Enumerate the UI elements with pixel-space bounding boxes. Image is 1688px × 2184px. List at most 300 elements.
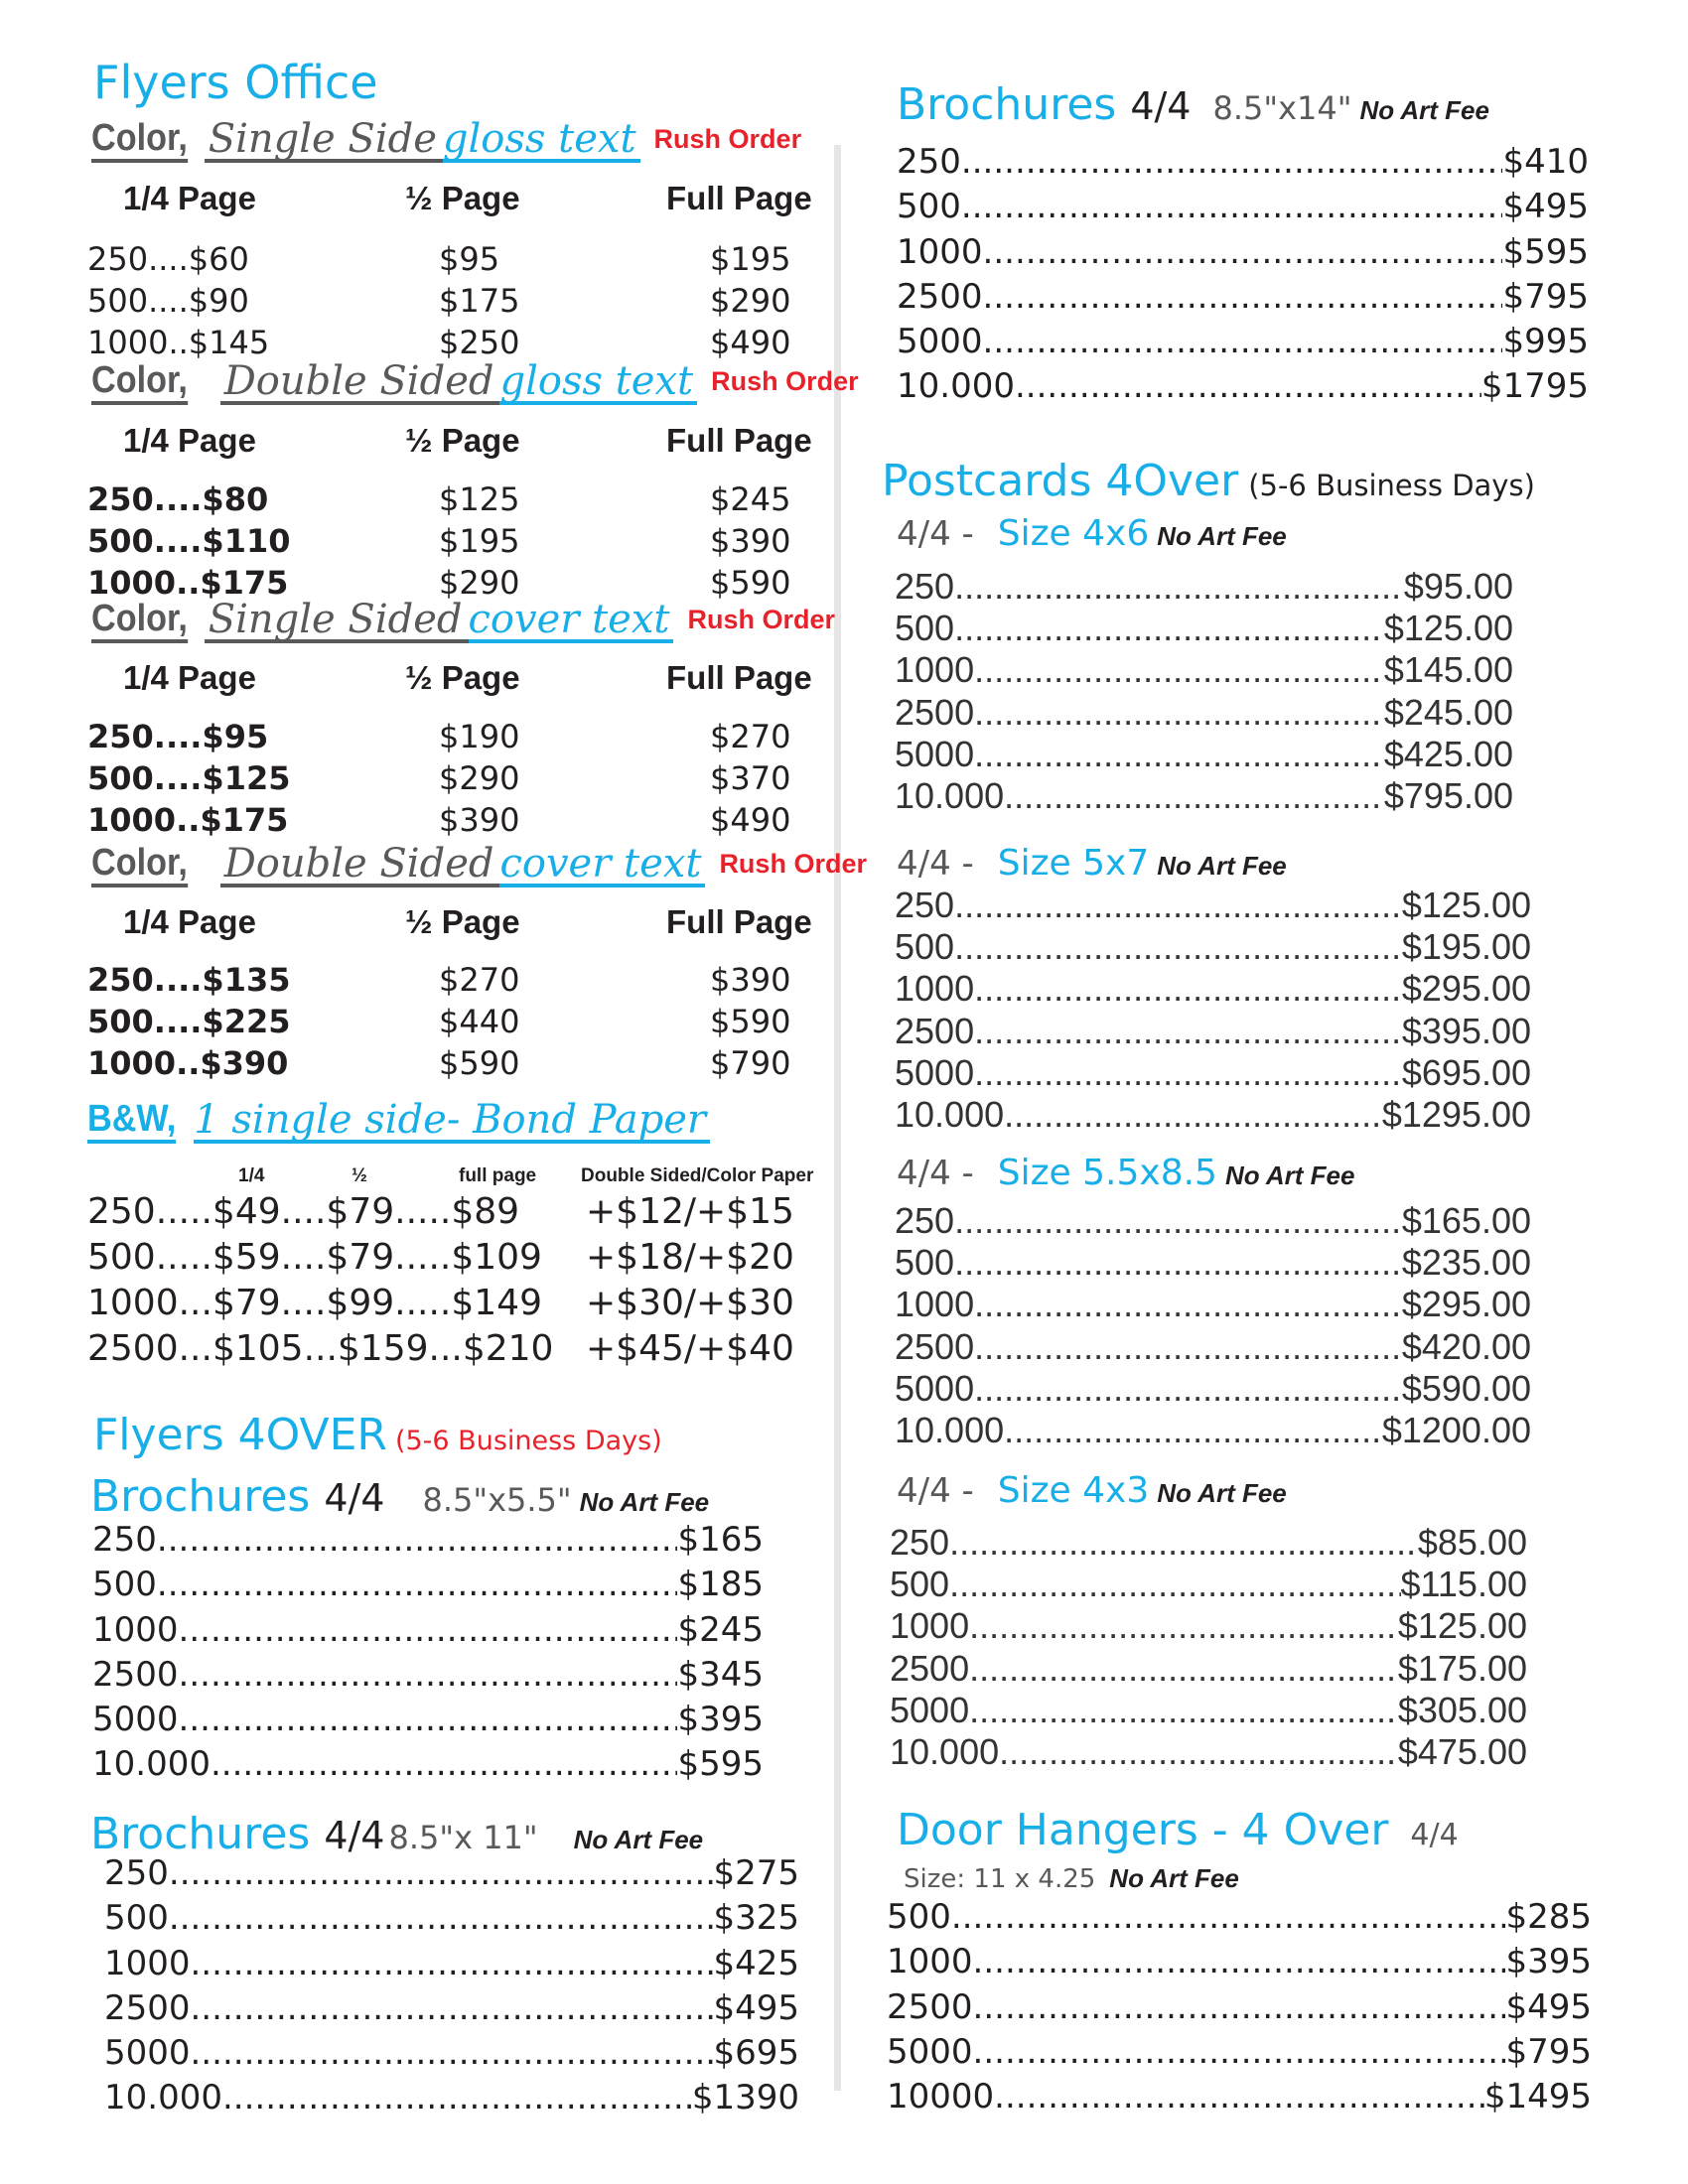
quantity: 250 [895, 1200, 955, 1241]
dot-leader [974, 1371, 1402, 1407]
bw-header: 1/4 [238, 1165, 265, 1186]
size-label: Size 4x3 [997, 1470, 1150, 1511]
flyers-4over-title: Flyers 4OVER [93, 1410, 387, 1460]
postcards-note: (5-6 Business Days) [1248, 469, 1535, 502]
price: $420.00 [1401, 1325, 1531, 1367]
postcard-price-list [890, 1522, 1527, 1776]
price-cell: $370 [710, 759, 791, 797]
price: $125.00 [1401, 885, 1531, 925]
dot-leader [222, 2081, 692, 2115]
bw-heading [87, 1097, 710, 1144]
column-header: ½ Page [405, 422, 520, 459]
price: $595 [677, 1744, 764, 1785]
quantity: 5000 [890, 1689, 970, 1730]
price-grid [87, 478, 842, 604]
price-row [895, 1325, 1531, 1371]
spec-label: 4/4 - [897, 1154, 974, 1193]
price-row [87, 799, 842, 841]
price-cell: 1000..$390 [87, 1044, 289, 1082]
dot-leader [961, 190, 1503, 223]
price: $410 [1502, 142, 1589, 182]
price: $305.00 [1397, 1689, 1527, 1730]
price-row [890, 1522, 1527, 1567]
price-row [895, 1242, 1531, 1287]
dot-leader [973, 2035, 1506, 2069]
price-row [895, 887, 1531, 929]
price-row [87, 757, 842, 799]
quantity: 1000 [895, 1284, 975, 1325]
price: $195.00 [1401, 926, 1531, 968]
price-row [104, 1943, 799, 1991]
dot-leader [999, 1734, 1398, 1770]
dot-leader [1004, 1413, 1382, 1448]
price-cell: 1000..$175 [87, 564, 289, 602]
brochures-size: 8.5"x5.5" [422, 1481, 572, 1519]
door-hangers-list [887, 1897, 1592, 2124]
postcards-title: Postcards 4Over [882, 456, 1239, 506]
price-cell: 500....$90 [87, 282, 249, 320]
section-script-title: Double Sided [220, 844, 500, 887]
price-cell: $390 [710, 961, 791, 999]
price-row [895, 1010, 1531, 1055]
dot-leader [994, 2080, 1484, 2114]
price-row [897, 231, 1589, 280]
column-header: ½ Page [405, 903, 520, 940]
quantity: 2500 [890, 1647, 970, 1689]
price: $165.00 [1401, 1200, 1531, 1241]
color-section-heading [91, 841, 867, 887]
bw-price-row [87, 1189, 842, 1235]
column-header: ½ Page [405, 659, 520, 696]
dot-leader [169, 1901, 714, 1935]
price-cell: $195 [439, 522, 520, 560]
price-row [897, 187, 1589, 234]
door-hangers-heading [897, 1805, 1459, 1855]
quantity: 2500 [887, 1986, 973, 2027]
paper-type: gloss text [499, 361, 697, 405]
section-script-title: Double Sided [220, 361, 500, 405]
price-row [887, 1897, 1592, 1945]
price-row [895, 733, 1513, 778]
price-row [897, 276, 1589, 325]
page-title: Flyers Office [93, 56, 378, 109]
quantity: 500 [895, 926, 955, 968]
bw-header: Double Sided/Color Paper [581, 1165, 814, 1186]
bw-double-sided-surcharge: +$45/+$40 [586, 1328, 794, 1369]
postcard-size-heading [897, 1153, 1355, 1193]
quantity: 250 [895, 566, 955, 607]
price-cell: 250....$95 [87, 718, 269, 755]
price-cell: $390 [439, 801, 520, 839]
price: $285 [1505, 1897, 1592, 1937]
quantity: 1000 [890, 1605, 970, 1647]
dot-leader [961, 145, 1503, 179]
color-prefix: Color, [91, 361, 188, 405]
price-row [890, 1605, 1527, 1650]
price-cell: $190 [439, 718, 520, 755]
price-cell: $590 [439, 1044, 520, 1082]
price-row [92, 1744, 764, 1792]
postcard-price-list [895, 887, 1531, 1139]
price-grid [87, 959, 842, 1084]
dot-leader [954, 1203, 1402, 1239]
price: $295.00 [1401, 968, 1531, 1010]
rush-order-label: Rush Order [719, 849, 867, 879]
price: $325 [713, 1898, 799, 1939]
color-section-heading [91, 116, 802, 163]
column-header: 1/4 Page [123, 422, 256, 459]
dot-leader [157, 1568, 678, 1601]
price-cell: $590 [710, 564, 791, 602]
quantity: 500 [92, 1565, 157, 1605]
price: $85.00 [1417, 1522, 1527, 1563]
dot-leader [983, 325, 1503, 358]
price: $175.00 [1397, 1647, 1527, 1689]
price-row [87, 562, 842, 604]
price-row [895, 566, 1513, 611]
price: $295.00 [1401, 1284, 1531, 1325]
column-header: 1/4 Page [123, 180, 256, 216]
quantity: 1000 [895, 968, 975, 1010]
dot-leader [974, 695, 1384, 731]
brochures-14-list [897, 142, 1589, 415]
price: $495 [1505, 1986, 1592, 2027]
price-cell: $195 [710, 240, 791, 278]
price-row [895, 1200, 1531, 1245]
column-header: 1/4 Page [123, 659, 256, 696]
price: $395 [677, 1700, 764, 1740]
dot-leader [191, 1991, 714, 2025]
price: $995 [1502, 322, 1589, 362]
price-cell: $290 [439, 564, 520, 602]
price-cell: 1000..$145 [87, 324, 270, 361]
no-art-fee: No Art Fee [1157, 851, 1287, 881]
price-row [895, 774, 1513, 820]
bw-double-sided-surcharge: +$18/+$20 [586, 1237, 794, 1278]
price-row [890, 1730, 1527, 1776]
dot-leader [169, 1856, 714, 1890]
price: $595 [1502, 231, 1589, 272]
dot-leader [179, 1613, 678, 1647]
price-row [87, 959, 842, 1001]
price: $1495 [1483, 2077, 1592, 2117]
dot-leader [969, 1608, 1398, 1644]
color-prefix: Color, [91, 844, 188, 887]
price: $795 [1502, 276, 1589, 317]
dot-leader [191, 1947, 714, 1980]
price-row [895, 968, 1531, 1013]
price-row [895, 608, 1513, 652]
quantity: 10.000 [897, 366, 1015, 407]
postcard-size-heading [897, 1470, 1287, 1511]
spec-label: 4/4 - [897, 844, 974, 884]
dot-leader [954, 929, 1402, 965]
dot-leader [951, 1900, 1506, 1934]
price-row [104, 1987, 799, 2036]
quantity: 500 [895, 1242, 955, 1284]
quantity: 250 [104, 1853, 169, 1893]
bw-price-row [87, 1326, 842, 1372]
price-row [104, 2033, 799, 2081]
quantity: 2500 [92, 1654, 179, 1695]
dot-leader [211, 1747, 678, 1781]
dot-leader [974, 652, 1384, 688]
dot-leader [1004, 1097, 1382, 1133]
dot-leader [157, 1523, 678, 1557]
price-cell: 1000..$175 [87, 801, 289, 839]
price-cell: $290 [710, 282, 791, 320]
column-header: ½ Page [405, 180, 520, 216]
spec-label: 4/4 - [897, 1471, 974, 1511]
price-cell: 500....$125 [87, 759, 291, 797]
price: $1390 [691, 2078, 799, 2118]
price: $1295.00 [1381, 1093, 1531, 1135]
price-row [890, 1564, 1527, 1608]
dot-leader [974, 971, 1402, 1007]
bw-header: full page [459, 1165, 537, 1186]
postcard-size-heading [897, 843, 1287, 884]
column-header: 1/4 Page [123, 903, 256, 940]
price: $125.00 [1383, 608, 1513, 649]
quantity: 1000 [887, 1942, 973, 1982]
quantity: 5000 [895, 733, 975, 774]
column-header: Full Page [666, 659, 812, 696]
quantity: 10000 [887, 2077, 995, 2117]
bw-double-sided-surcharge: +$30/+$30 [586, 1283, 794, 1323]
dot-leader [179, 1658, 678, 1692]
quantity: 250 [890, 1522, 950, 1563]
price-row [887, 1986, 1592, 2035]
price-row [895, 1367, 1531, 1413]
price: $185 [677, 1565, 764, 1605]
price-row [897, 142, 1589, 190]
price: $495 [713, 1987, 799, 2028]
bw-double-sided-surcharge: +$12/+$15 [586, 1191, 794, 1232]
quantity: 10.000 [890, 1730, 1000, 1772]
no-art-fee: No Art Fee [1157, 521, 1287, 551]
quantity: 10.000 [895, 774, 1005, 816]
price: $395 [1505, 1942, 1592, 1982]
quantity: 10.000 [104, 2078, 222, 2118]
quantity: 2500 [104, 1987, 191, 2028]
price-row [87, 1001, 842, 1042]
price-row [87, 238, 842, 280]
price-cell: $250 [439, 324, 520, 361]
paper-type: cover text [499, 844, 705, 887]
price-cell: 500....$110 [87, 522, 291, 560]
price-row [104, 2078, 799, 2125]
price: $235.00 [1401, 1242, 1531, 1284]
dot-leader [191, 2036, 714, 2070]
brochures-11-heading [90, 1809, 704, 1859]
quantity: 2500 [895, 1010, 975, 1051]
price: $590.00 [1401, 1367, 1531, 1409]
price-row [895, 1284, 1531, 1328]
brochures-spec: 4/4 [324, 1814, 385, 1857]
price: $1795 [1480, 366, 1589, 407]
price-row [895, 926, 1531, 971]
brochures-size: 8.5"x 11" [388, 1819, 538, 1856]
price-row [87, 478, 842, 520]
size-label: Size 5.5x8.5 [997, 1153, 1217, 1193]
no-art-fee: No Art Fee [579, 1487, 710, 1517]
price: $1200.00 [1381, 1409, 1531, 1450]
price-row [104, 1853, 799, 1901]
dot-leader [954, 887, 1402, 923]
bw-header: ½ [352, 1165, 367, 1186]
color-prefix: Color, [91, 600, 188, 643]
rush-order-label: Rush Order [687, 605, 836, 634]
quantity: 10.000 [895, 1409, 1005, 1450]
price: $695 [713, 2033, 799, 2074]
postcard-price-list [895, 566, 1513, 820]
flyers-4over-heading [93, 1410, 662, 1460]
price: $395.00 [1401, 1010, 1531, 1051]
price: $125.00 [1397, 1605, 1527, 1647]
dot-leader [974, 737, 1384, 772]
postcards-heading [882, 456, 1535, 506]
price-grid [87, 238, 842, 363]
price-row [887, 2077, 1592, 2124]
size-label: Size 4x6 [997, 513, 1150, 554]
paper-type: cover text [469, 600, 674, 643]
brochures-title: Brochures [897, 79, 1117, 130]
no-art-fee: No Art Fee [573, 1825, 704, 1854]
postcard-size-heading [897, 513, 1287, 554]
dot-leader [1015, 369, 1481, 403]
quantity: 5000 [895, 1051, 975, 1093]
price-cell: $790 [710, 1044, 791, 1082]
quantity: 2500 [895, 1325, 975, 1367]
brochures-55-heading [90, 1471, 710, 1522]
price-cell: $490 [710, 801, 791, 839]
price-row [887, 1942, 1592, 1989]
bw-rows [87, 1189, 842, 1372]
brochures-spec: 4/4 [324, 1476, 385, 1520]
price-row [92, 1654, 764, 1703]
price-cell: $490 [710, 324, 791, 361]
quantity: 1000 [92, 1609, 179, 1650]
brochures-title: Brochures [90, 1471, 311, 1522]
price-grid [87, 716, 842, 841]
price-row [92, 1700, 764, 1747]
price-row [104, 1898, 799, 1946]
price-row [87, 280, 842, 322]
quantity: 500 [890, 1564, 950, 1605]
price: $795 [1505, 2031, 1592, 2072]
price-row [87, 716, 842, 757]
brochures-size: 8.5"x14" [1212, 89, 1352, 127]
price: $95.00 [1403, 566, 1513, 607]
price-row [87, 520, 842, 562]
quantity: 500 [897, 187, 961, 227]
flyers-4over-note: (5-6 Business Days) [394, 1426, 662, 1456]
price-row [890, 1689, 1527, 1734]
price: $275 [713, 1853, 799, 1893]
price-row [87, 322, 842, 363]
quantity: 5000 [897, 322, 983, 362]
price-cell: $175 [439, 282, 520, 320]
dot-leader [973, 1945, 1506, 1979]
price-row [87, 1042, 842, 1084]
quantity: 250 [895, 885, 955, 925]
dot-leader [949, 1567, 1400, 1602]
price-cell: $270 [439, 961, 520, 999]
price: $165 [677, 1520, 764, 1560]
brochures-title: Brochures [90, 1809, 311, 1859]
door-hangers-title: Door Hangers - 4 Over [897, 1805, 1389, 1855]
column-header: Full Page [666, 180, 812, 216]
column-divider [834, 145, 841, 2091]
color-section-heading [91, 358, 859, 405]
dot-leader [974, 1329, 1402, 1365]
column-header: Full Page [666, 422, 812, 459]
spec-label: 4/4 - [897, 514, 974, 554]
price-row [897, 322, 1589, 369]
quantity: 2500 [897, 276, 983, 317]
quantity: 500 [887, 1897, 951, 1937]
price-cell: $590 [710, 1003, 791, 1040]
price-cell: $440 [439, 1003, 520, 1040]
quantity: 1000 [104, 1943, 191, 1983]
brochures-55-list [92, 1520, 764, 1793]
bw-prefix: B&W, [87, 1100, 176, 1144]
bw-prices: 250.....$49....$79.....$89 [87, 1191, 520, 1232]
price-row [92, 1520, 764, 1568]
quantity: 5000 [92, 1700, 179, 1740]
bw-price-row [87, 1281, 842, 1326]
price-cell: 250....$135 [87, 961, 291, 999]
price-cell: $125 [439, 480, 520, 518]
dot-leader [179, 1703, 678, 1736]
quantity: 1000 [897, 231, 983, 272]
quantity: 250 [92, 1520, 157, 1560]
price-cell: 500....$225 [87, 1003, 291, 1040]
quantity: 5000 [895, 1367, 975, 1409]
quantity: 10.000 [92, 1744, 211, 1785]
price-cell: $390 [710, 522, 791, 560]
price: $145.00 [1383, 649, 1513, 691]
price: $425.00 [1383, 733, 1513, 774]
price: $245.00 [1383, 691, 1513, 733]
price: $245 [677, 1609, 764, 1650]
quantity: 5000 [887, 2031, 973, 2072]
quantity: 250 [897, 142, 961, 182]
price-cell: 250....$80 [87, 480, 269, 518]
dot-leader [954, 1245, 1402, 1281]
dot-leader [973, 1990, 1506, 2024]
bw-prices: 500.....$59....$79.....$109 [87, 1237, 542, 1278]
postcard-price-list [895, 1200, 1531, 1454]
size-label: Size: 11 x 4.25 [904, 1864, 1096, 1894]
dot-leader [974, 1055, 1402, 1091]
price-row [92, 1565, 764, 1612]
price-row [895, 1409, 1531, 1454]
quantity: 1000 [895, 649, 975, 691]
price-row [895, 1051, 1531, 1097]
quantity: 10.000 [895, 1093, 1005, 1135]
no-art-fee: No Art Fee [1157, 1478, 1287, 1508]
rush-order-label: Rush Order [653, 124, 802, 154]
door-hangers-size [904, 1865, 1239, 1892]
price: $795.00 [1383, 774, 1513, 816]
price-cell: $245 [710, 480, 791, 518]
column-header: Full Page [666, 903, 812, 940]
rush-order-label: Rush Order [711, 366, 859, 396]
door-hangers-spec: 4/4 [1410, 1818, 1459, 1852]
dot-leader [969, 1693, 1398, 1728]
bw-subheaders [87, 1165, 842, 1189]
